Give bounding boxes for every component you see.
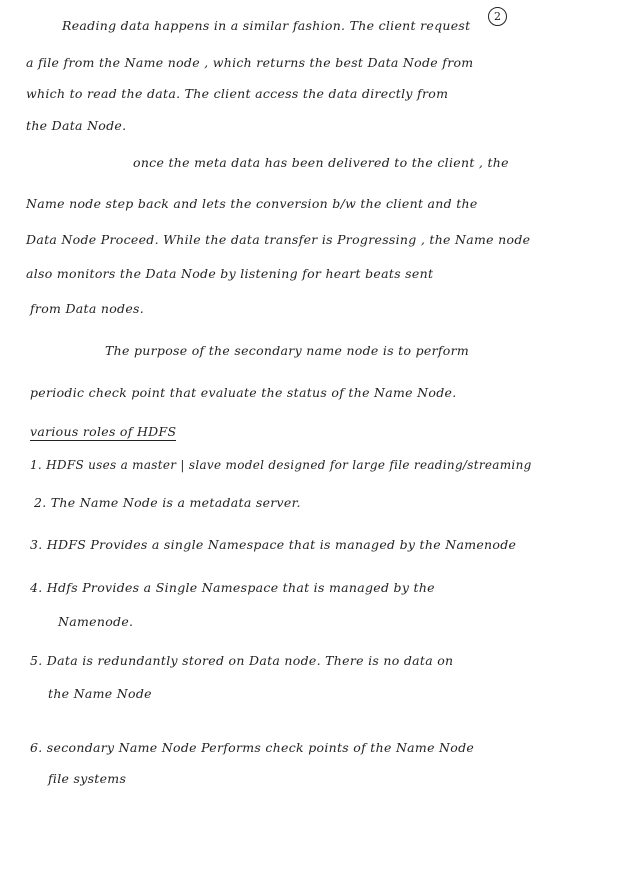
list-item-6: 6. secondary Name Node Performs check points of the Name Node — [30, 740, 475, 755]
para3-line-2: periodic check point that evaluate the status of the Name Node. — [30, 385, 457, 400]
list-item-4-cont: Namenode. — [58, 614, 134, 629]
para3-line-1: The purpose of the secondary name node is to perform — [105, 343, 470, 358]
para2-line-2: Name node step back and lets the conversion b/w the client and the — [26, 196, 478, 211]
list-item-6-cont: file systems — [48, 771, 127, 786]
list-item-3: 3. HDFS Provides a single Namespace that is managed by the Namenode — [30, 537, 517, 552]
list-item-5: 5. Data is redundantly stored on Data node. There is no data on — [30, 653, 454, 668]
para1-line-1: Reading data happens in a similar fashion. The client request — [62, 18, 471, 33]
para1-line-3: which to read the data. The client access the data directly from — [26, 86, 449, 101]
para2-line-4: also monitors the Data Node by listening for heart beats sent — [26, 266, 434, 281]
list-heading: various roles of HDFS — [30, 424, 177, 439]
list-item-5-cont: the Name Node — [48, 686, 152, 701]
para2-line-1: once the meta data has been delivered to the client , the — [133, 155, 509, 170]
list-item-1: 1. HDFS uses a master | slave model designed for large file reading/streaming — [30, 458, 532, 472]
para2-line-5: from Data nodes. — [30, 301, 145, 316]
list-item-2: 2. The Name Node is a metadata server. — [34, 495, 301, 510]
page-number-circle: 2 — [488, 7, 507, 26]
para2-line-3: Data Node Proceed. While the data transfer is Progressing , the Name node — [26, 232, 531, 247]
para1-line-2: a file from the Name node , which returns the best Data Node from — [26, 55, 474, 70]
para1-line-4: the Data Node. — [26, 118, 127, 133]
list-item-4: 4. Hdfs Provides a Single Namespace that is managed by the — [30, 580, 435, 595]
